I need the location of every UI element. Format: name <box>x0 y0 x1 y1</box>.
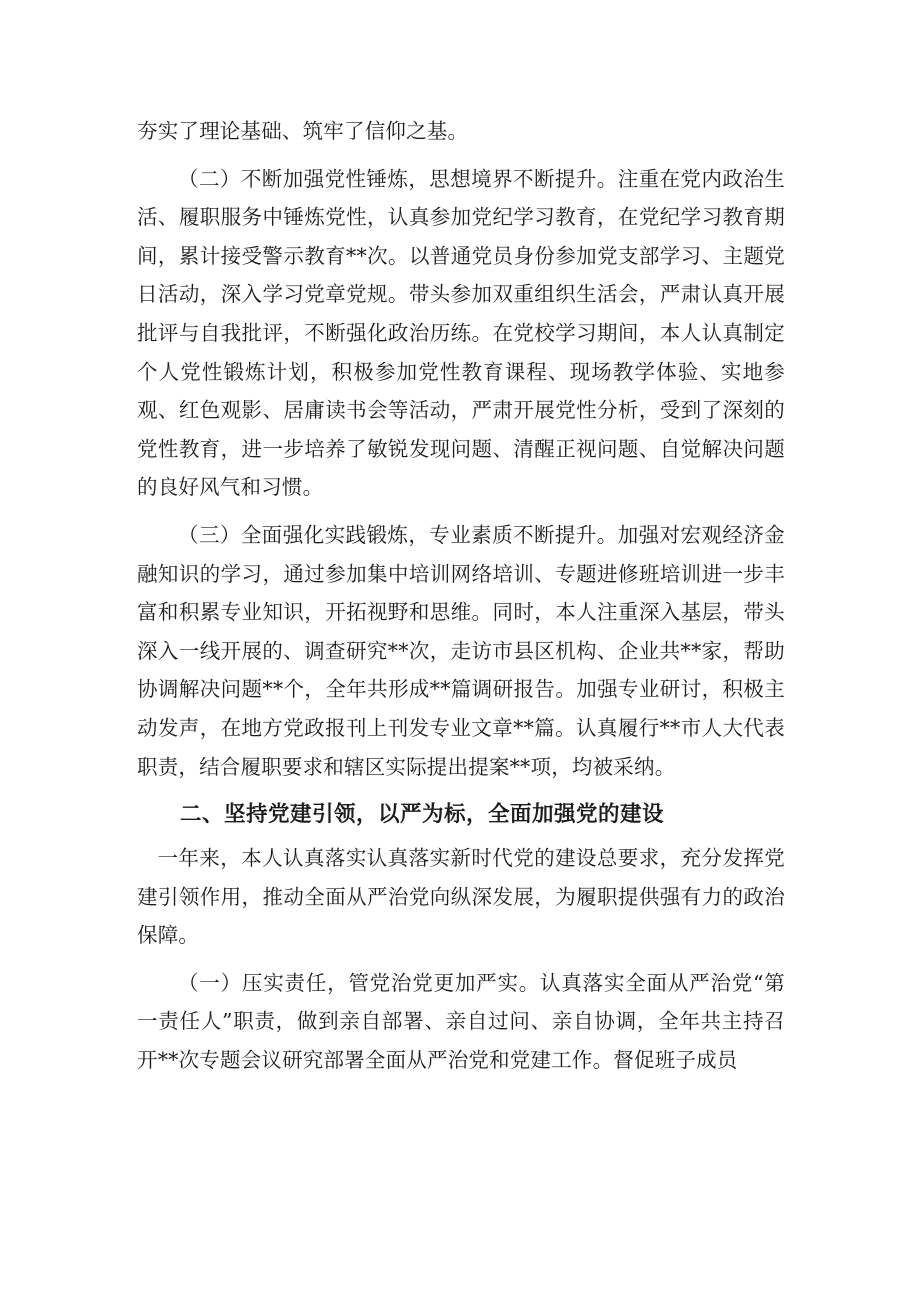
document-body <box>137 112 785 1089</box>
section-heading: 二、坚持党建引领，以严为标，全面加强党的建设 <box>180 802 665 828</box>
paragraph-subsection-responsibility: （一）压实责任，管党治党更加严实。认真落实全面从严治党“第一责任人”职责，做到亲自部署、亲自过问、亲自协调，全年共主持召开**次专题会议研究部署全面从严治党和党建工作。督促班子成员 <box>137 970 785 1073</box>
paragraph-section-intro: 一年来，本人认真落实认真落实新时代党的建设总要求，充分发挥党建引领作用，推动全面从严治党向纵深发展，为履职提供强有力的政治保障。 <box>137 846 785 948</box>
paragraph-practice: （三）全面强化实践锻炼，专业素质不断提升。加强对宏观经济金融知识的学习，通过参加集中培训网络培训、专题进修班培训进一步丰富和积累专业知识，开拓视野和思维。同时，本人注重深入基层，带头深入一线开展的、调查研究**次，走访市县区机构、企业共**家，帮助协调解决问题**个，全年共形成**篇调研报告。加强专业研讨，积极主动发声，在地方党政报刊上刊发专业文章**篇。认真履行**市人大代表职责，结合履职要求和辖区实际提出提案**项，均被采纳。 <box>137 522 785 779</box>
paragraph-continuation: 夯实了理论基础、筑牢了信仰之基。 <box>137 119 469 143</box>
paragraph-party-spirit: （二）不断加强党性锤炼，思想境界不断提升。注重在党内政治生活、履职服务中锤炼党性，认真参加党纪学习教育，在党纪学习教育期间，累计接受警示教育**次。以普通党员身份参加党支部学习、主题党日活动，深入学习党章党规。带头参加双重组织生活会，严肃认真开展批评与自我批评，不断强化政治历练。在党校学习期间，本人认真制定个人党性锻炼计划，积极参加党性教育课程、现场教学体验、实地参观、红色观影、居庸读书会等活动，严肃开展党性分析，受到了深刻的党性教育，进一步培养了敏锐发现问题、清醒正视问题、自觉解决问题的良好风气和习惯。 <box>137 166 785 500</box>
